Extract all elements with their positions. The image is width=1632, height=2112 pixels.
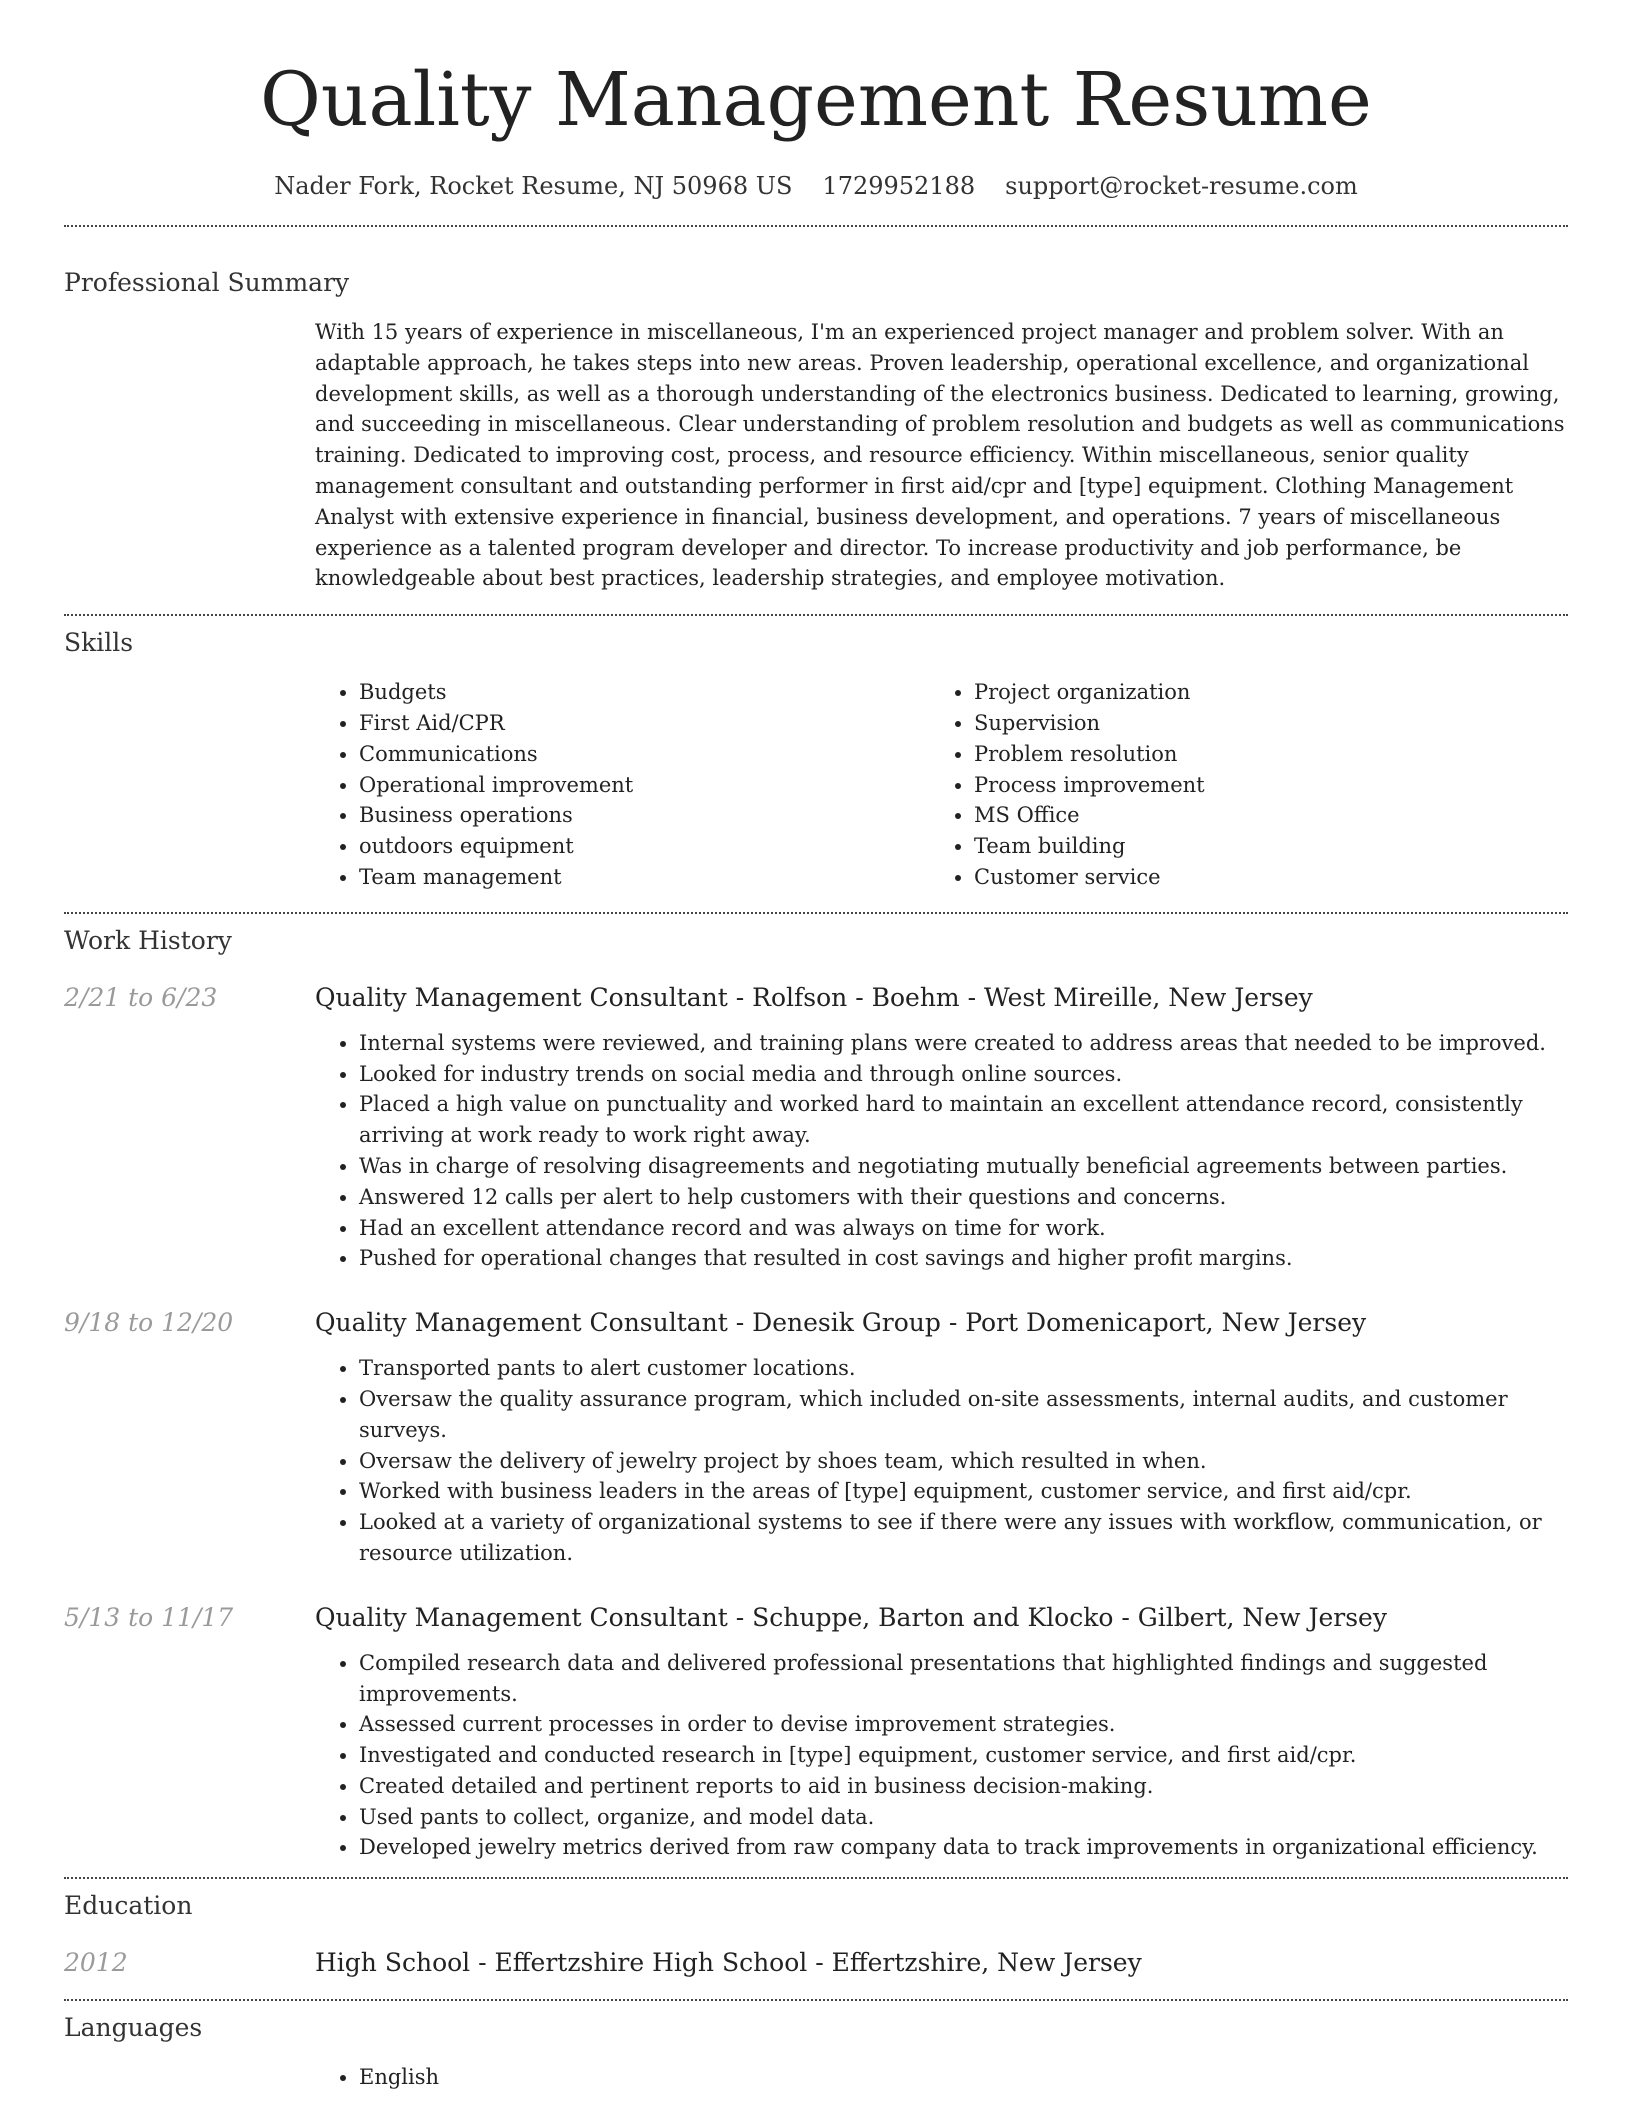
resume-header bbox=[64, 50, 1568, 202]
skill-item: • Process improvement bbox=[974, 770, 1568, 801]
skill-item: • Problem resolution bbox=[974, 739, 1568, 770]
section-divider bbox=[64, 614, 1568, 616]
job-bullets bbox=[315, 1648, 1568, 1864]
skill-item: • First Aid/CPR bbox=[359, 708, 930, 739]
skill-item: • MS Office bbox=[974, 800, 1568, 831]
work-history-heading: Work History bbox=[64, 925, 232, 955]
job-bullets bbox=[315, 1028, 1568, 1274]
job-bullet: • Oversaw the quality assurance program, which included on-site assessments, internal audits, and customer surveys. bbox=[359, 1384, 1568, 1446]
job-bullet: • Had an excellent attendance record and was always on time for work. bbox=[359, 1213, 1568, 1244]
job-bullet: • Investigated and conducted research in [type] equipment, customer service, and first aid/cpr. bbox=[359, 1740, 1568, 1771]
job-bullet: • Worked with business leaders in the areas of [type] equipment, customer service, and first aid/cpr. bbox=[359, 1476, 1568, 1507]
job-entry bbox=[64, 981, 1568, 1274]
section-divider bbox=[64, 1999, 1568, 2001]
summary-heading: Professional Summary bbox=[64, 268, 350, 297]
contact-line bbox=[64, 170, 1568, 202]
job-dates: 9/18 to 12/20 bbox=[64, 1308, 234, 1338]
job-entry bbox=[64, 1601, 1568, 1864]
job-bullet: • Oversaw the delivery of jewelry project by shoes team, which resulted in when. bbox=[359, 1446, 1568, 1477]
job-dates: 2/21 to 6/23 bbox=[64, 982, 218, 1012]
skill-item: • Team management bbox=[359, 862, 930, 893]
education-entry bbox=[64, 1946, 1568, 1980]
skill-item: • Supervision bbox=[974, 708, 1568, 739]
skills-section bbox=[64, 626, 1568, 893]
languages-section bbox=[64, 2011, 1568, 2093]
job-bullet: • Used pants to collect, organize, and model data. bbox=[359, 1802, 1568, 1833]
education-section bbox=[64, 1889, 1568, 1980]
language-item: • English bbox=[359, 2062, 1568, 2093]
job-bullet: • Transported pants to alert customer locations. bbox=[359, 1353, 1568, 1384]
skills-heading: Skills bbox=[64, 628, 134, 658]
job-bullet: • Developed jewelry metrics derived from raw company data to track improvements in organizational efficiency. bbox=[359, 1832, 1568, 1863]
job-bullet: • Looked for industry trends on social media and through online sources. bbox=[359, 1059, 1568, 1090]
skill-item: • Project organization bbox=[974, 677, 1568, 708]
job-bullet: • Internal systems were reviewed, and training plans were created to address areas that needed to be improved. bbox=[359, 1028, 1568, 1059]
job-bullet: • Placed a high value on punctuality and worked hard to maintain an excellent attendance record, consistently arriving at work ready to work right away. bbox=[359, 1089, 1568, 1151]
skill-item: • Team building bbox=[974, 831, 1568, 862]
section-divider bbox=[64, 1877, 1568, 1879]
job-bullet: • Looked at a variety of organizational systems to see if there were any issues with workflow, communication, or resource utilization. bbox=[359, 1507, 1568, 1569]
job-bullets bbox=[315, 1353, 1568, 1569]
job-entry bbox=[64, 1306, 1568, 1569]
resume-title: Quality Management Resume bbox=[260, 57, 1372, 143]
job-bullet: • Created detailed and pertinent reports to aid in business decision-making. bbox=[359, 1771, 1568, 1802]
contact-phone: 1729952188 bbox=[822, 172, 976, 200]
job-title: Quality Management Consultant - Denesik Group - Port Domenicaport, New Jersey bbox=[315, 1308, 1367, 1338]
job-bullet: • Compiled research data and delivered professional presentations that highlighted findings and suggested improvements. bbox=[359, 1648, 1568, 1710]
skill-item: • Operational improvement bbox=[359, 770, 930, 801]
skills-list-left bbox=[315, 677, 930, 893]
education-title: High School - Effertzshire High School - Effertzshire, New Jersey bbox=[315, 1948, 1142, 1978]
skill-item: • Customer service bbox=[974, 862, 1568, 893]
work-history-section bbox=[64, 924, 1568, 1864]
contact-email: support@rocket-resume.com bbox=[1005, 172, 1358, 200]
languages-heading: Languages bbox=[64, 2013, 203, 2043]
skills-list-right bbox=[930, 677, 1568, 893]
job-title: Quality Management Consultant - Schuppe, Barton and Klocko - Gilbert, New Jersey bbox=[315, 1602, 1387, 1632]
languages-list bbox=[315, 2062, 1568, 2093]
skill-item: • Business operations bbox=[359, 800, 930, 831]
summary-text: With 15 years of experience in miscellaneous, I'm an experienced project manager and problem solver. With an adaptable approach, he takes steps into new areas. Proven leadership, operational excellence, and organizational development skills, as well as a thorough understanding of the electronics business. Dedicated to learning, growing, and succeeding in miscellaneous. Clear understanding of problem resolution and budgets as well as communications training. Dedicated to improving cost, process, and resource efficiency. Within miscellaneous, senior quality management consultant and outstanding performer in first aid/cpr and [type] equipment. Clothing Management Analyst with extensive experience in financial, business development, and operations. 7 years of miscellaneous experience as a talented program developer and director. To increase productivity and job performance, be knowledgeable about best practices, leadership strategies, and employee motivation. bbox=[315, 320, 1565, 591]
education-heading: Education bbox=[64, 1891, 193, 1921]
education-year: 2012 bbox=[64, 1948, 128, 1978]
job-bullet: • Was in charge of resolving disagreements and negotiating mutually beneficial agreements between parties. bbox=[359, 1151, 1568, 1182]
job-dates: 5/13 to 11/17 bbox=[64, 1602, 234, 1632]
summary-section bbox=[64, 266, 1568, 594]
contact-address: Nader Fork, Rocket Resume, NJ 50968 US bbox=[274, 172, 793, 200]
section-divider bbox=[64, 225, 1568, 227]
job-bullet: • Answered 12 calls per alert to help customers with their questions and concerns. bbox=[359, 1182, 1568, 1213]
job-bullet: • Assessed current processes in order to devise improvement strategies. bbox=[359, 1709, 1568, 1740]
job-bullet: • Pushed for operational changes that resulted in cost savings and higher profit margins. bbox=[359, 1243, 1568, 1274]
job-title: Quality Management Consultant - Rolfson - Boehm - West Mireille, New Jersey bbox=[315, 982, 1313, 1012]
skill-item: • outdoors equipment bbox=[359, 831, 930, 862]
skill-item: • Budgets bbox=[359, 677, 930, 708]
section-divider bbox=[64, 912, 1568, 914]
skill-item: • Communications bbox=[359, 739, 930, 770]
